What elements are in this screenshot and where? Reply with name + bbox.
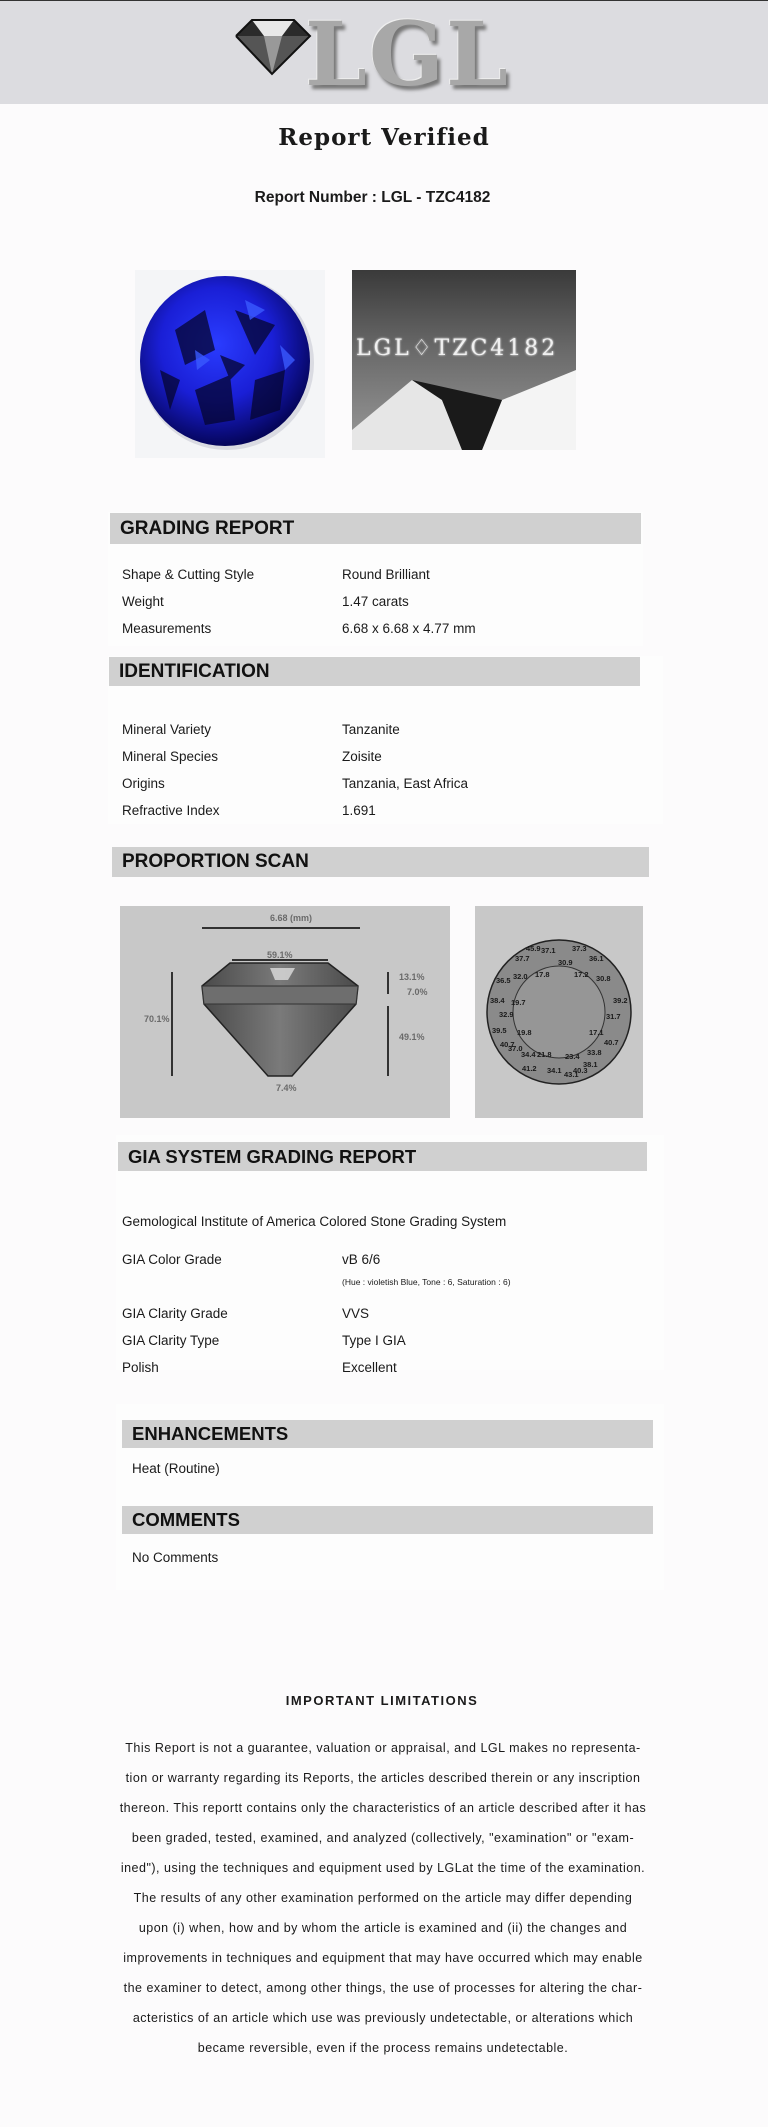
report-number: Report Number : LGL - TZC4182 <box>254 189 491 206</box>
limitations-heading: IMPORTANT LIMITATIONS <box>285 1693 479 1708</box>
top-value: 37.0 <box>508 1044 523 1053</box>
limitations-line: acteristics of an article which use was previously undetectable, or alterations which <box>132 2011 634 2025</box>
top-value: 17.8 <box>535 970 550 979</box>
top-value: 30.9 <box>558 958 573 967</box>
polish-value: Excellent <box>342 1360 397 1375</box>
gia-clarity-grade-label: GIA Clarity Grade <box>122 1306 228 1321</box>
inscription-image <box>352 270 576 450</box>
top-value: 36.1 <box>589 954 604 963</box>
gia-color-note: (Hue : violetish Blue, Tone : 6, Saturation : 6) <box>342 1277 511 1287</box>
top-value: 43.1 <box>564 1070 579 1079</box>
refractive-index-value: 1.691 <box>342 803 376 818</box>
top-value: 38.4 <box>490 996 505 1005</box>
top-value: 37.7 <box>515 954 530 963</box>
top-value: 40.7 <box>604 1038 619 1047</box>
top-value: 23.4 <box>565 1052 580 1061</box>
proportion-scan-heading: PROPORTION SCAN <box>112 847 649 877</box>
top-value: 19.7 <box>511 998 526 1007</box>
top-value: 37.1 <box>541 946 556 955</box>
origins-label: Origins <box>122 776 165 791</box>
limitations-line: tion or warranty regarding its Reports, the articles described therein or any inscription <box>125 1771 641 1785</box>
limitations-line: The results of any other examination performed on the article may differ depending <box>133 1891 633 1905</box>
limitations-text <box>118 1733 648 2063</box>
top-value: 32.0 <box>513 972 528 981</box>
weight-value: 1.47 carats <box>342 594 409 609</box>
tanzanite-stone-image <box>135 270 325 458</box>
top-value: 40.7 <box>500 1040 515 1049</box>
top-value: 34.4 <box>521 1050 536 1059</box>
grading-report-heading: GRADING REPORT <box>110 513 641 544</box>
top-view-diagram <box>475 906 643 1118</box>
mineral-variety-label: Mineral Variety <box>122 722 212 737</box>
crown-label: 13.1% <box>399 972 425 982</box>
limitations-line: the examiner to detect, among other things, the use of processes for altering the char- <box>123 1981 643 1995</box>
width-label: 6.68 (mm) <box>270 913 313 923</box>
identification-heading: IDENTIFICATION <box>109 657 640 686</box>
gia-clarity-grade-value: VVS <box>342 1306 370 1321</box>
enhancements-text: Heat (Routine) <box>132 1461 220 1476</box>
gia-color-value: vB 6/6 <box>342 1252 381 1267</box>
culet-label: 7.4% <box>276 1083 297 1093</box>
diamond-icon <box>232 14 312 76</box>
table-label: 59.1% <box>267 950 293 960</box>
top-value: 37.3 <box>572 944 587 953</box>
gia-heading: GIA SYSTEM GRADING REPORT <box>118 1142 647 1171</box>
comments-heading: COMMENTS <box>122 1506 653 1534</box>
logo-text: LGL <box>305 2 510 106</box>
limitations-line: thereon. This reportt contains only the characteristics of an article described after it has <box>119 1801 647 1815</box>
top-value: 30.8 <box>596 974 611 983</box>
limitations-line: became reversible, even if the process remains undetectable. <box>197 2041 569 2055</box>
top-value: 21.8 <box>537 1050 552 1059</box>
limitations-line: improvements in techniques and equipment that may have occurred which may enable <box>123 1951 643 1965</box>
inscription-text: LGL♢TZC4182 <box>356 336 559 361</box>
top-value: 34.1 <box>547 1066 562 1075</box>
pavilion-label: 49.1% <box>399 1032 425 1042</box>
limitations-line: ined"), using the techniques and equipment used by LGLat the time of the examination. <box>120 1861 646 1875</box>
measurements-label: Measurements <box>122 621 212 636</box>
girdle-label: 7.0% <box>407 987 428 997</box>
mineral-variety-value: Tanzanite <box>342 722 400 737</box>
gia-color-label: GIA Color Grade <box>122 1252 222 1267</box>
gia-clarity-type-value: Type I GIA <box>342 1333 406 1348</box>
origins-value: Tanzania, East Africa <box>342 776 469 791</box>
top-value: 39.2 <box>613 996 628 1005</box>
top-value: 36.5 <box>496 976 511 985</box>
limitations-line: upon (i) when, how and by whom the article is examined and (ii) the changes and <box>138 1921 628 1935</box>
comments-text: No Comments <box>132 1550 219 1565</box>
shape-label: Shape & Cutting Style <box>122 567 255 582</box>
enhancements-heading: ENHANCEMENTS <box>122 1420 653 1448</box>
measurements-value: 6.68 x 6.68 x 4.77 mm <box>342 621 476 636</box>
page-title: Report Verified <box>278 124 490 151</box>
top-value: 19.8 <box>517 1028 532 1037</box>
limitations-line: This Report is not a guarantee, valuation or appraisal, and LGL makes no representa- <box>125 1741 641 1755</box>
mineral-species-label: Mineral Species <box>122 749 219 764</box>
top-value: 17.1 <box>589 1028 604 1037</box>
top-value: 17.2 <box>574 970 589 979</box>
polish-label: Polish <box>122 1360 159 1375</box>
top-value: 32.9 <box>499 1010 514 1019</box>
gia-clarity-type-label: GIA Clarity Type <box>122 1333 220 1348</box>
refractive-index-label: Refractive Index <box>122 803 220 818</box>
weight-label: Weight <box>122 594 164 609</box>
top-value: 41.2 <box>522 1064 537 1073</box>
side-profile-diagram <box>120 906 450 1118</box>
gia-system-name: Gemological Institute of America Colored Stone Grading System <box>122 1214 507 1229</box>
top-value: 45.9 <box>526 944 541 953</box>
shape-value: Round Brilliant <box>342 567 430 582</box>
top-value: 39.5 <box>492 1026 507 1035</box>
top-value: 33.8 <box>587 1048 602 1057</box>
limitations-line: been graded, tested, examined, and analyzed (collectively, "examination" or "exam- <box>131 1831 635 1845</box>
top-value: 31.7 <box>606 1012 621 1021</box>
mineral-species-value: Zoisite <box>342 749 382 764</box>
top-value: 38.1 <box>583 1060 598 1069</box>
depth-label: 70.1% <box>144 1014 170 1024</box>
top-value: 40.3 <box>573 1066 588 1075</box>
